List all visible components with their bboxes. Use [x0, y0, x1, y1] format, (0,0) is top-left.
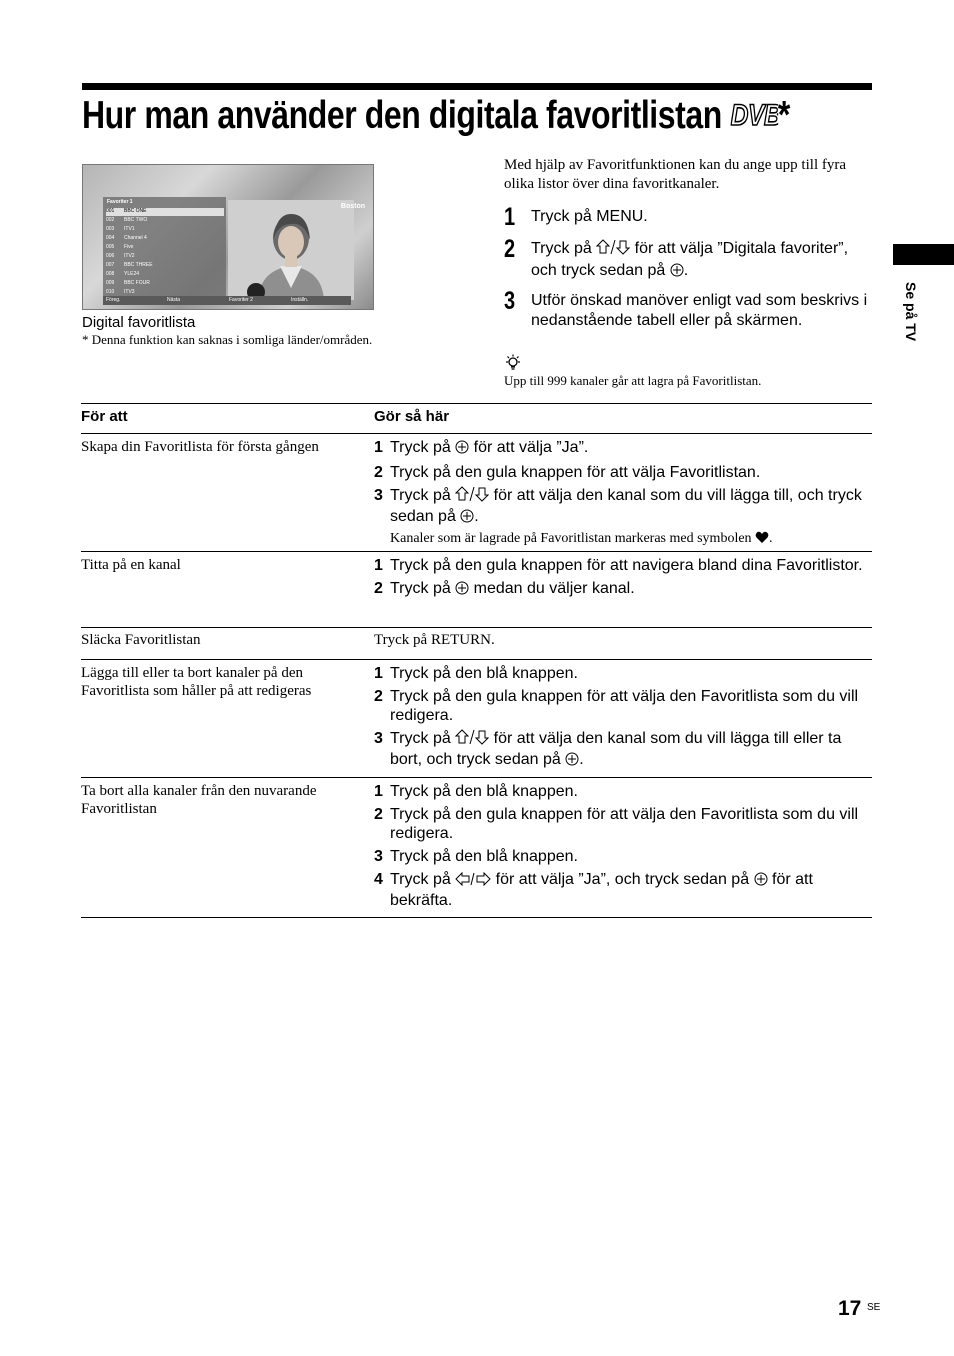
menu-channel-item: 001 BBC ONE	[106, 208, 224, 216]
row-action: Lägga till eller ta bort kanaler på den Favoritlista som håller på att redigeras	[81, 665, 312, 699]
table-step: 4 Tryck på för att välja ”Ja”, och tryck sedan på för att bekräfta.	[374, 871, 813, 909]
ok-button-icon	[565, 752, 579, 771]
row-action: Skapa din Favoritlista för första gången	[81, 439, 319, 455]
page-number: 17	[838, 1297, 862, 1320]
footnote: * Denna funktion kan saknas i somliga länder/områden.	[82, 332, 373, 347]
page-title: Hur man använder den digitala favoritlistan DVB *	[82, 90, 790, 142]
menu-channel-item: 005 Five	[106, 244, 134, 250]
table-step: 1 Tryck på den gula knappen för att navigera bland dina Favoritlistor.	[374, 557, 863, 574]
table-step: 2 Tryck på medan du väljer kanal.	[374, 579, 872, 600]
presenter-image	[228, 200, 354, 300]
ok-button-icon	[455, 440, 469, 459]
hint-text: Upp till 999 kanaler går att lagra på Favoritlistan.	[504, 373, 762, 388]
svg-text:DVB: DVB	[730, 98, 778, 128]
row-action: Titta på en kanal	[81, 557, 181, 573]
ok-button-icon	[460, 509, 474, 528]
table-rule	[81, 659, 872, 660]
menu-header: Favoriter 1	[107, 199, 133, 205]
intro-text: Med hjälp av Favoritfunktionen kan du ange upp till fyra olika listor över dina favoritkanaler.	[504, 157, 847, 192]
row-steps	[374, 438, 872, 549]
menu-channel-item: 008 YLE24	[106, 271, 140, 277]
title-rule	[82, 83, 872, 90]
menu-channel-item: 006 ITV2	[106, 253, 135, 259]
row-steps: Tryck på RETURN.	[374, 632, 495, 648]
section-tab	[893, 244, 954, 265]
left-right-arrow-icon	[455, 872, 491, 891]
section-label: Se på TV	[903, 282, 919, 342]
menu-channel-item: 007 BBC THREE	[106, 262, 153, 268]
table-rule	[81, 551, 872, 552]
step-1: 1 Tryck på MENU.	[504, 203, 648, 231]
step-3: 3 Utför önskad manöver enligt vad som beskrivs i nedanstående tabell eller på skärmen.	[504, 287, 868, 329]
menu-channel-item: 004 Channel 4	[106, 235, 147, 241]
table-step: 2 Tryck på den gula knappen för att välja den Favoritlista som du vill redigera.	[374, 806, 859, 842]
row-steps	[374, 782, 872, 914]
col-header-howto: Gör så här	[374, 408, 450, 425]
table-step: 3 Tryck på för att välja den kanal som du vill lägga till eller ta bort, och tryck sedan på .	[374, 729, 872, 771]
table-rule	[81, 403, 872, 404]
table-note: Kanaler som är lagrade på Favoritlistan markeras med symbolen .	[374, 530, 872, 549]
table-step: 1 Tryck på den blå knappen.	[374, 783, 578, 800]
row-steps	[374, 664, 872, 775]
step-2: 2 Tryck på för att välja ”Digitala favoriter”, och tryck sedan på .	[504, 239, 874, 283]
table-step: 2 Tryck på den gula knappen för att välja Favoritlistan.	[374, 464, 761, 481]
figure-caption: Digital favoritlista	[82, 314, 196, 331]
ok-button-icon	[455, 581, 469, 600]
row-action: Släcka Favoritlistan	[81, 632, 201, 648]
bottom-bar-item: Föreg.	[106, 297, 121, 303]
up-down-arrow-icon	[596, 239, 630, 261]
tv-screenshot	[82, 164, 374, 310]
table-step: 1 Tryck på för att välja ”Ja”.	[374, 438, 872, 459]
col-header-action: För att	[81, 408, 128, 425]
menu-channel-item: 003 ITV1	[106, 226, 135, 232]
up-down-arrow-icon	[455, 729, 489, 750]
favorites-menu	[103, 197, 226, 301]
table-step: 1 Tryck på den blå knappen.	[374, 665, 578, 682]
bottom-bar-item: Nästa	[167, 297, 181, 303]
menu-channel-item: 002 BBC TWO	[106, 217, 148, 223]
row-steps	[374, 556, 872, 604]
bottom-bar-item: Inställn.	[291, 297, 309, 303]
table-rule	[81, 433, 872, 434]
location-label: Boston	[340, 203, 365, 210]
page-suffix: SE	[867, 1302, 881, 1313]
table-rule	[81, 627, 872, 628]
table-step: 3 Tryck på för att välja den kanal som du vill lägga till, och tryck sedan på .	[374, 486, 872, 528]
menu-bottom-bar	[103, 296, 351, 305]
menu-channel-item: 010 ITV3	[106, 289, 135, 295]
ok-button-icon	[670, 263, 684, 283]
row-action: Ta bort alla kanaler från den nuvarande Favoritlistan	[81, 783, 317, 817]
up-down-arrow-icon	[455, 486, 489, 507]
table-rule	[81, 777, 872, 778]
bottom-bar-item: Favoriter 2	[229, 297, 253, 303]
dvb-logo-icon	[730, 90, 778, 142]
ok-button-icon	[754, 872, 768, 891]
heart-icon	[755, 531, 769, 549]
table-step: 2 Tryck på den gula knappen för att välja den Favoritlista som du vill redigera.	[374, 688, 859, 724]
table-step: 3 Tryck på den blå knappen.	[374, 848, 578, 865]
table-rule	[81, 917, 872, 918]
menu-channel-item: 009 BBC FOUR	[106, 280, 150, 286]
